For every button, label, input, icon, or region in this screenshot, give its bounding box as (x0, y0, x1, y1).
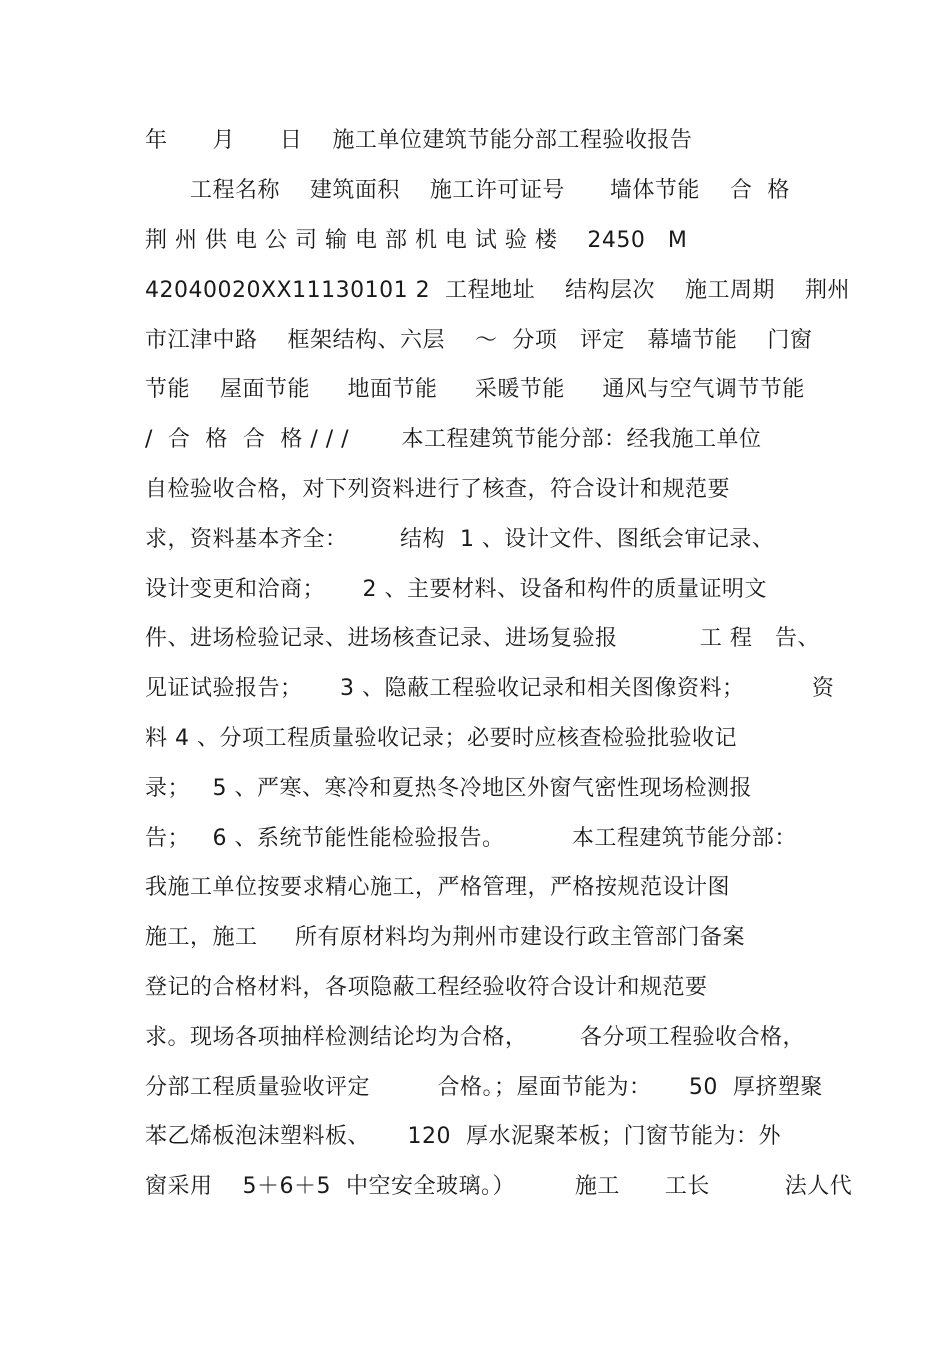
text-line: 工程名称 建筑面积 施工许可证号 墙体节能 合 格 (145, 178, 790, 203)
text-line: 录； 5 、严寒、寒冷和夏热冬冷地区外窗气密性现场检测报 (145, 776, 752, 801)
text-line: 料 4 、分项工程质量验收记录；必要时应核查检验批验收记 (145, 726, 737, 751)
text-line: 告； 6 、系统节能性能检验报告。 本工程建筑节能分部： (145, 826, 797, 851)
text-line: / 合 格 合 格 / / / 本工程建筑节能分部：经我施工单位 (145, 427, 762, 452)
text-line: 节能 屋面节能 地面节能 采暖节能 通风与空气调节节能 (145, 377, 805, 402)
text-line: 设计变更和洽商； 2 、主要材料、设备和构件的质量证明文 (145, 577, 767, 602)
text-line: 市江津中路 框架结构、六层 ～ 分项 评定 幕墙节能 门窗 (145, 328, 813, 353)
text-line: 求。现场各项抽样检测结论均为合格， 各分项工程验收合格， (145, 1025, 805, 1050)
document-title-line: 年 月 日 施工单位建筑节能分部工程验收报告 (145, 128, 693, 153)
text-line: 件、进场检验记录、进场核查记录、进场复验报 工 程 告、 (145, 626, 820, 651)
text-line: 求，资料基本齐全： 结构 1 、设计文件、图纸会审记录、 (145, 527, 775, 552)
text-line: 42040020XX11130101 2 工程地址 结构层次 施工周期 荆州 (145, 278, 850, 303)
text-line: 苯乙烯板泡沫塑料板、 120 厚水泥聚苯板；门窗节能为：外 (145, 1124, 781, 1149)
text-line: 登记的合格材料，各项隐蔽工程经验收符合设计和规范要 (145, 975, 708, 1000)
text-line: 荆 州 供 电 公 司 输 电 部 机 电 试 验 楼 2450 M (145, 228, 688, 253)
text-line: 自检验收合格，对下列资料进行了核查，符合设计和规范要 (145, 477, 731, 502)
text-line: 分部工程质量验收评定 合格。；屋面节能为： 50 厚挤塑聚 (145, 1075, 823, 1100)
text-line: 我施工单位按要求精心施工，严格管理，严格按规范设计图 (145, 875, 731, 900)
text-line: 窗采用 5＋6＋5 中空安全玻璃。） 施工 工长 法人代 (145, 1174, 853, 1199)
text-line: 见证试验报告； 3 、隐蔽工程验收记录和相关图像资料； 资 (145, 676, 835, 701)
text-line: 施工，施工 所有原材料均为荆州市建设行政主管部门备案 (145, 925, 745, 950)
